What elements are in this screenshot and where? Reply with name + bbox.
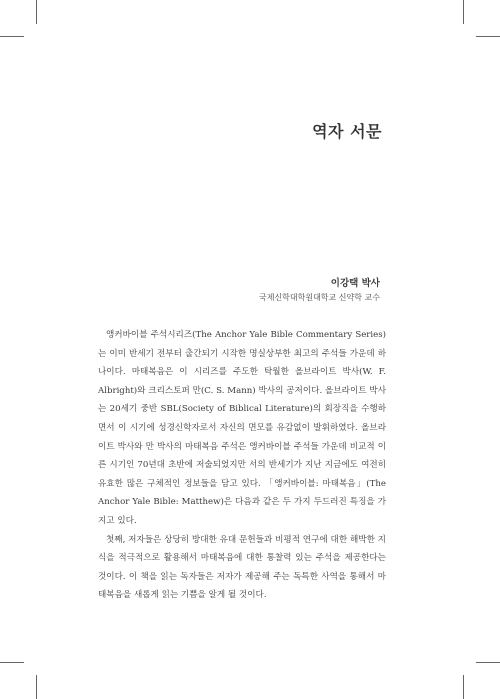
crop-mark [0, 662, 24, 663]
author-affiliation: 국제신학대학원대학교 신약학 교수 [258, 293, 380, 302]
author-name: 이강택 박사 [330, 278, 380, 289]
crop-mark [36, 0, 37, 24]
crop-mark [463, 0, 464, 24]
crop-mark [476, 662, 500, 663]
page-title: 역자 서문 [312, 122, 382, 141]
crop-mark [463, 675, 464, 699]
crop-mark [0, 36, 24, 37]
body-text [98, 326, 386, 605]
crop-mark [36, 675, 37, 699]
paragraph: 앵커바이블 주석시리즈(The Anchor Yale Bible Commentary Series)는 이미 반세기 전부터 출간되기 시작한 명실상부한 최고의 주석들 가운데 하나이다. 마태복음은 이 시리즈를 주도한 탁월한 올브라이트 박사(W. F. Albright)와 크리스토퍼 만(C. S. Mann) 박사의 공저이다. 올브라이트 박사는 20세기 중반 SBL(Society of Biblical Literature)의 회장직을 수행하면서 이 시기에 성경신학자로서 자신의 면모를 유감없이 발휘하였다. 올브라이트 박사와 만 박사의 마태복음 주석은 앵커바이블 주석들 가운데 비교적 이른 시기인 70년대 초반에 저술되었지만 서의 반세기가 지난 지금에도 여전히 유효한 많은 구체적인 정보들을 담고 있다. 「앵커바이블: 마태복음」(The Anchor Yale Bible: Matthew)은 다음과 같은 두 가지 두드러진 특징을 가지고 있다. [98, 330, 386, 526]
crop-mark [476, 36, 500, 37]
paragraph: 첫째, 저자들은 상당히 방대한 유대 문헌들과 비평적 연구에 대한 해박한 지식을 적극적으로 활용해서 마태복음에 대한 통찰력 있는 주석을 제공한다는 것이다. 이 책을 읽는 독자들은 저자가 제공해 주는 독특한 사역을 통해서 마태복음을 새롭게 읽는 기쁨을 알게 될 것이다. [98, 534, 386, 601]
